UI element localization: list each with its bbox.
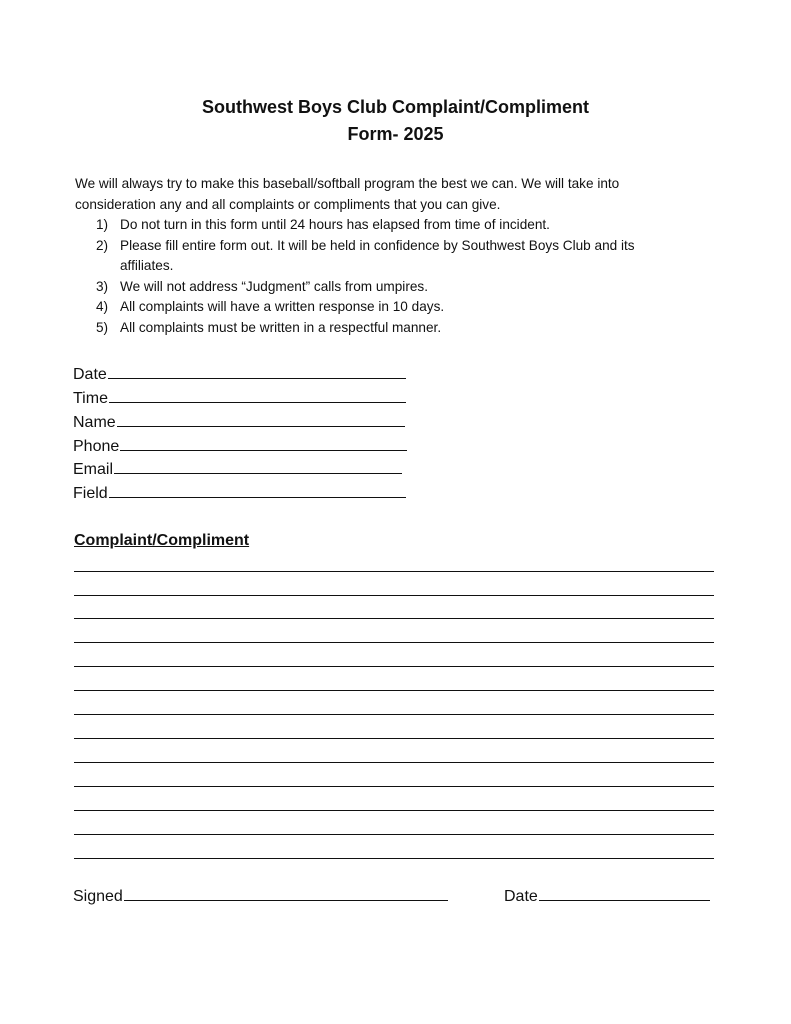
comment-line[interactable]	[74, 571, 714, 572]
rule-text: All complaints will have a written response in 10 days.	[120, 299, 445, 314]
rule-item	[96, 297, 686, 318]
intro-paragraph: We will always try to make this baseball/softball program the best we can. We will take into consideration any and all complaints or compliments that you can give.	[75, 176, 620, 212]
rules-list	[96, 215, 686, 338]
rule-text: All complaints must be written in a respectful manner.	[120, 319, 442, 335]
email-field	[73, 459, 402, 481]
comment-line[interactable]	[74, 595, 714, 596]
comment-line[interactable]	[74, 858, 714, 859]
rule-number: 5)	[96, 319, 109, 335]
date-line[interactable]	[108, 364, 406, 379]
phone-line[interactable]	[120, 436, 407, 451]
signed-label: Signed	[73, 888, 123, 905]
rule-number: 1)	[96, 217, 109, 232]
name-field	[73, 412, 405, 434]
comment-line[interactable]	[74, 618, 714, 619]
signed-date-line[interactable]	[539, 886, 710, 901]
rule-item	[96, 277, 686, 298]
section-heading: Complaint/Compliment	[74, 532, 250, 549]
rule-item	[96, 236, 686, 277]
comment-line[interactable]	[74, 666, 714, 667]
time-field	[73, 388, 406, 410]
name-line[interactable]	[117, 412, 405, 427]
form-subtitle: Form- 2025	[347, 124, 444, 144]
signed-date-label: Date	[504, 888, 538, 905]
rule-number: 3)	[96, 278, 109, 294]
email-label: Email	[73, 461, 114, 478]
date-field	[73, 364, 406, 386]
signed-date-field	[504, 886, 710, 908]
comment-line[interactable]	[74, 738, 714, 739]
date-label: Date	[73, 366, 107, 383]
rule-text: We will not address “Judgment” calls from umpires.	[120, 278, 428, 294]
phone-field	[73, 436, 407, 458]
time-line[interactable]	[109, 388, 406, 403]
email-line[interactable]	[114, 459, 402, 474]
field-field	[73, 483, 406, 505]
comment-line[interactable]	[74, 810, 714, 811]
field-label: Field	[73, 485, 108, 502]
time-label: Time	[73, 390, 108, 407]
signed-line[interactable]	[124, 886, 448, 901]
rule-item	[96, 318, 686, 339]
comment-line[interactable]	[74, 834, 714, 835]
comment-line[interactable]	[74, 690, 714, 691]
rule-item	[96, 215, 686, 236]
comment-line[interactable]	[74, 762, 714, 763]
comment-line[interactable]	[74, 642, 714, 643]
rule-text: Do not turn in this form until 24 hours has elapsed from time of incident.	[120, 217, 550, 232]
field-line[interactable]	[109, 483, 406, 498]
comment-line[interactable]	[74, 786, 714, 787]
rule-number: 4)	[96, 299, 109, 314]
form-title: Southwest Boys Club Complaint/Compliment	[201, 97, 589, 117]
comment-line[interactable]	[74, 714, 714, 715]
rule-number: 2)	[96, 237, 109, 253]
name-label: Name	[73, 414, 116, 431]
rule-text: Please fill entire form out. It will be held in confidence by Southwest Boys Club and its affiliates.	[120, 237, 635, 273]
phone-label: Phone	[73, 438, 120, 455]
signed-field	[73, 886, 448, 908]
